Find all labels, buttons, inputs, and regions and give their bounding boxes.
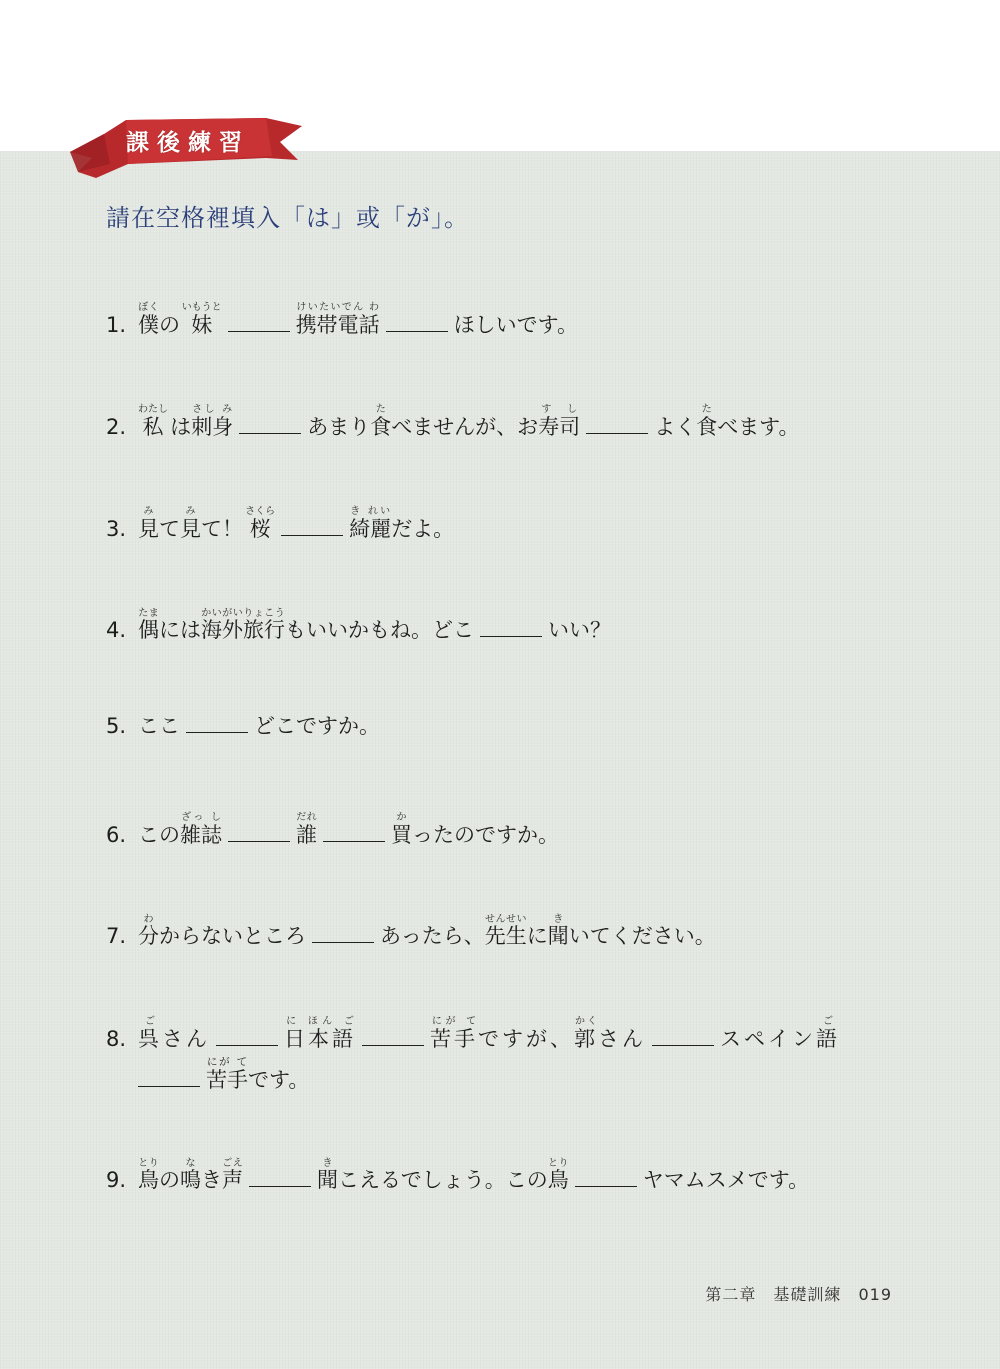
answer-blank[interactable] — [652, 1027, 714, 1046]
question-8-line-2: 苦手にが てです。 — [138, 1056, 309, 1094]
answer-blank[interactable] — [239, 415, 301, 434]
answer-blank[interactable] — [228, 313, 290, 332]
question-7: 7. 分わからないところ あったら、先生せんせいに聞きいてください。 — [106, 914, 716, 948]
question-8: 8. 呉ごさん 日本語に ほん ご苦手にが てですが、郭かくさん スペイン語ご — [106, 1016, 840, 1051]
question-2: 2. 私わたし は刺身さし みあまり食たべませんが、お寿司す しよく食たべます。 — [106, 404, 800, 439]
ribbon-title: 課後練習 — [126, 130, 250, 156]
page-footer — [705, 1282, 892, 1305]
answer-blank[interactable] — [575, 1168, 637, 1187]
answer-blank[interactable] — [216, 1027, 278, 1046]
question-4: 4. 偶たまには海外旅行かいがいりょこうもいいかもね。どこ いい？ — [106, 608, 611, 642]
answer-blank[interactable] — [362, 1027, 424, 1046]
answer-blank[interactable] — [386, 313, 448, 332]
answer-blank[interactable] — [312, 924, 374, 943]
answer-blank[interactable] — [586, 415, 648, 434]
answer-blank[interactable] — [138, 1068, 200, 1087]
answer-blank[interactable] — [228, 823, 290, 842]
chapter-label: 第二章 基礎訓練 — [705, 1285, 842, 1304]
question-number: 1. — [106, 313, 127, 337]
header-ribbon — [66, 112, 306, 190]
answer-blank[interactable] — [249, 1168, 311, 1187]
question-9: 9. 鳥とりの鳴なき声ごえ聞きこえるでしょう。この鳥とりヤマムスメです。 — [106, 1158, 810, 1192]
page-number: 019 — [858, 1285, 892, 1304]
question-1: 1. 僕ぼくの 妹いもうと携帯電話けいたいでん わほしいです。 — [106, 302, 579, 337]
answer-blank[interactable] — [281, 517, 343, 536]
answer-blank[interactable] — [186, 714, 248, 733]
question-5: 5. ここ どこですか。 — [106, 714, 380, 738]
question-3: 3. 見みて見みて！ 桜さくら綺麗き れいだよ。 — [106, 506, 455, 541]
answer-blank[interactable] — [480, 618, 542, 637]
instruction-text: 請在空格裡填入「は」或「が」。 — [106, 204, 469, 232]
question-6: 6. この雑誌ざっ し誰だれ買かったのですか。 — [106, 812, 559, 847]
answer-blank[interactable] — [323, 823, 385, 842]
